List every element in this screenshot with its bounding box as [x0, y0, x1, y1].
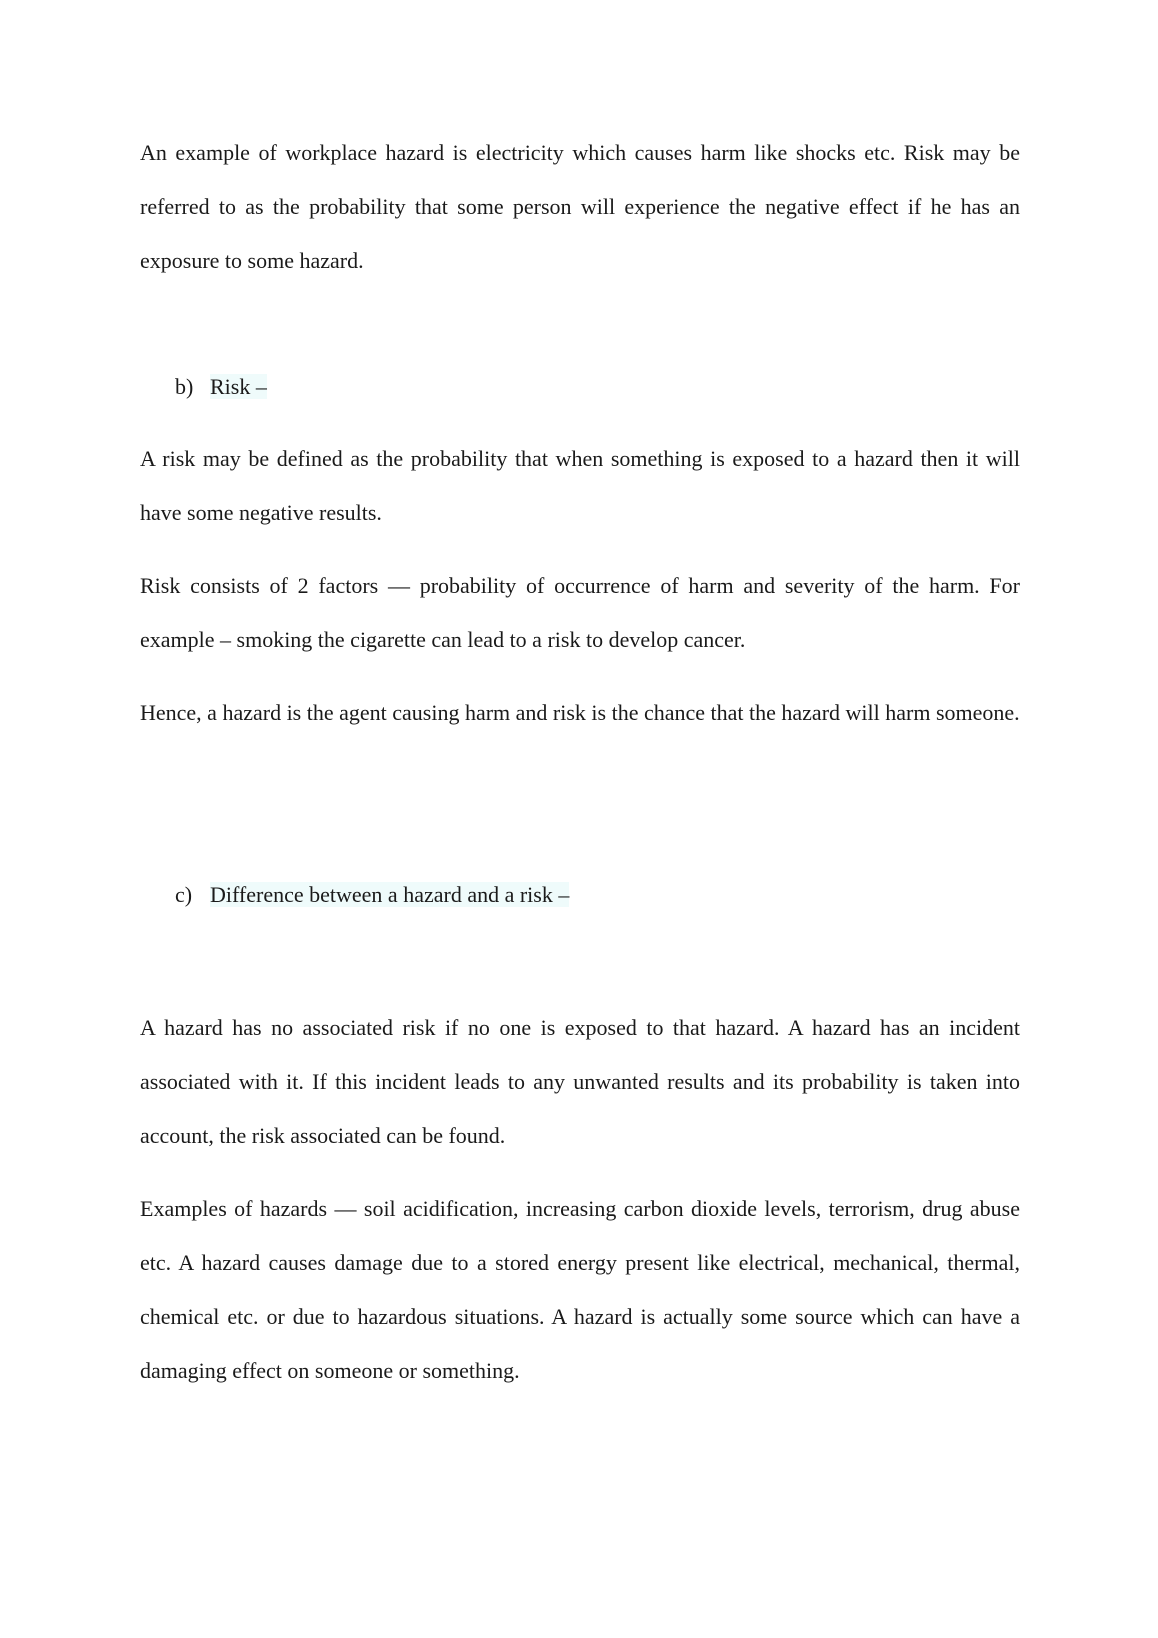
- heading-text: Difference between a hazard and a risk –: [210, 882, 570, 907]
- paragraph-hazard-examples: Examples of hazards — soil acidification, increasing carbon dioxide levels, terrorism, drug abuse etc. A hazard causes damage due to a stored energy present like electrical, mechanical, thermal, chemical etc. or due to hazardous situations. A hazard is actually some source which can have a damaging effect on someone or something.: [140, 1196, 1020, 1383]
- paragraph-hazard-vs-risk-summary: Hence, a hazard is the agent causing harm and risk is the chance that the hazard will harm someone.: [140, 700, 1020, 725]
- heading-text: Risk –: [210, 374, 267, 399]
- list-marker: b): [175, 374, 194, 399]
- paragraph-hazard-incident: A hazard has no associated risk if no one is exposed to that hazard. A hazard has an incident associated with it. If this incident leads to any unwanted results and its probability is taken into account, the risk associated can be found.: [140, 1015, 1020, 1148]
- heading-risk: [175, 372, 267, 402]
- paragraph-risk-factors: Risk consists of 2 factors — probability of occurrence of harm and severity of the harm. For example – smoking the cigarette can lead to a risk to develop cancer.: [140, 573, 1020, 652]
- list-marker: c): [175, 882, 193, 907]
- heading-difference: [175, 880, 569, 910]
- paragraph-risk-definition: A risk may be defined as the probability that when something is exposed to a hazard then it will have some negative results.: [140, 446, 1020, 525]
- paragraph-hazard-example: An example of workplace hazard is electricity which causes harm like shocks etc. Risk may be referred to as the probability that some person will experience the negative effect if he has an exposure to some hazard.: [140, 140, 1020, 273]
